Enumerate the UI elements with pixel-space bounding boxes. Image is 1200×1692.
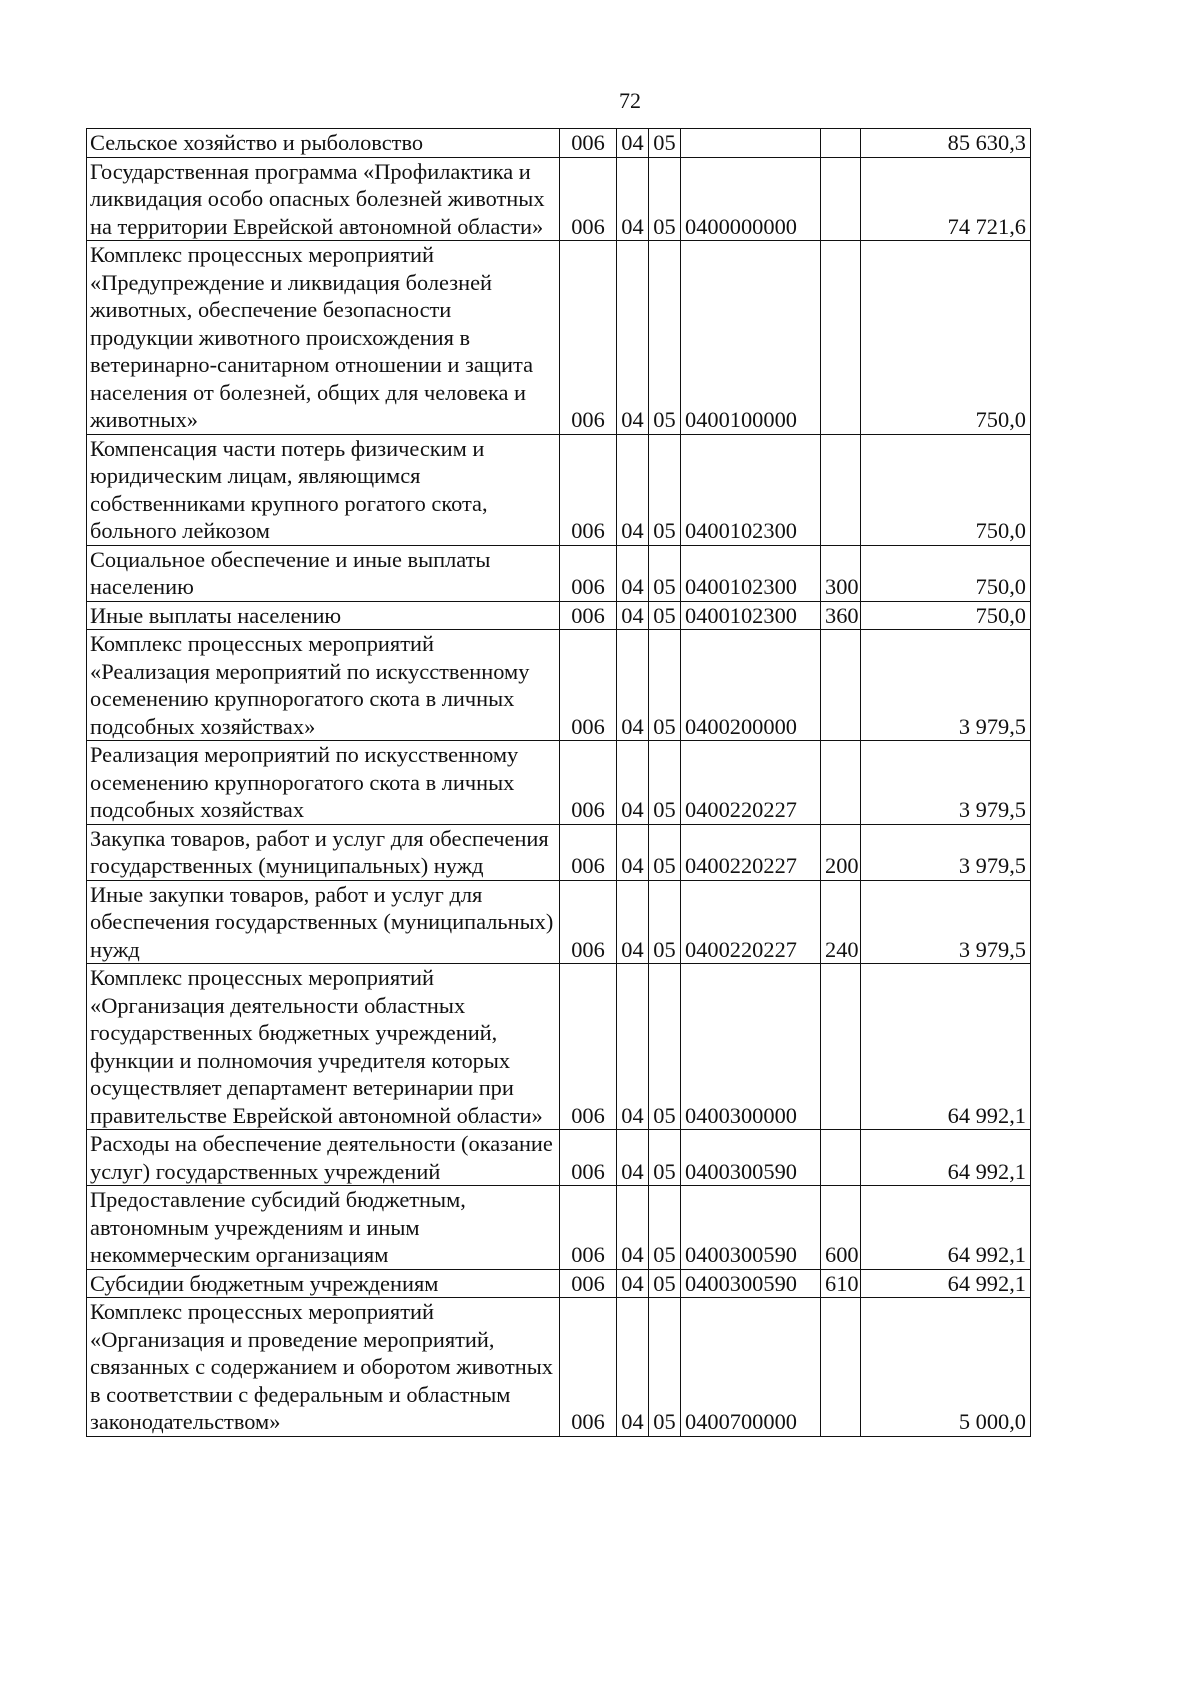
row-target-article: 0400102300 [681,601,821,630]
row-expense-type [821,741,861,825]
row-name: Комплекс процессных мероприятий «Организация и проведение мероприятий, связанных с содержанием и оборотом животных в соответствии с федеральным и областным законодательством» [87,1298,560,1437]
row-department-code: 006 [560,601,617,630]
row-section-code: 04 [617,434,649,545]
row-department-code: 006 [560,241,617,435]
row-section-code: 04 [617,1269,649,1298]
row-department-code: 006 [560,545,617,601]
table-row [87,434,1031,545]
row-subsection-code: 05 [649,434,681,545]
row-target-article: 0400200000 [681,630,821,741]
row-amount: 64 992,1 [861,964,1031,1130]
row-amount: 3 979,5 [861,741,1031,825]
row-section-code: 04 [617,741,649,825]
table-row [87,880,1031,964]
row-expense-type [821,241,861,435]
row-name: Субсидии бюджетным учреждениям [87,1269,560,1298]
row-name: Реализация мероприятий по искусственному осеменению крупнорогатого скота в личных подсобных хозяйствах [87,741,560,825]
row-target-article [681,129,821,158]
row-amount: 3 979,5 [861,824,1031,880]
row-subsection-code: 05 [649,741,681,825]
row-subsection-code: 05 [649,630,681,741]
row-expense-type [821,129,861,158]
row-section-code: 04 [617,601,649,630]
row-subsection-code: 05 [649,964,681,1130]
row-amount: 74 721,6 [861,157,1031,241]
row-subsection-code: 05 [649,545,681,601]
row-target-article: 0400220227 [681,741,821,825]
table-row [87,741,1031,825]
row-name: Иные закупки товаров, работ и услуг для обеспечения государственных (муниципальных) нужд [87,880,560,964]
row-department-code: 006 [560,630,617,741]
row-amount: 85 630,3 [861,129,1031,158]
table-row [87,1186,1031,1270]
row-department-code: 006 [560,434,617,545]
row-subsection-code: 05 [649,157,681,241]
row-expense-type [821,1130,861,1186]
row-name: Комплекс процессных мероприятий «Реализация мероприятий по искусственному осеменению крупнорогатого скота в личных подсобных хозяйствах» [87,630,560,741]
table-row [87,545,1031,601]
row-target-article: 0400102300 [681,545,821,601]
row-name: Сельское хозяйство и рыболовство [87,129,560,158]
row-name: Комплекс процессных мероприятий «Предупреждение и ликвидация болезней животных, обеспечение безопасности продукции животного происхождения в ветеринарно-санитарном отношении и защита населения от болезней, общих для человека и животных» [87,241,560,435]
row-department-code: 006 [560,157,617,241]
row-amount: 750,0 [861,601,1031,630]
row-amount: 750,0 [861,241,1031,435]
page-number: 72 [619,88,641,113]
row-department-code: 006 [560,1298,617,1437]
row-expense-type: 240 [821,880,861,964]
row-section-code: 04 [617,964,649,1130]
row-expense-type: 610 [821,1269,861,1298]
row-subsection-code: 05 [649,880,681,964]
table-row [87,1298,1031,1437]
row-expense-type [821,434,861,545]
row-target-article: 0400000000 [681,157,821,241]
row-amount: 64 992,1 [861,1130,1031,1186]
row-expense-type [821,630,861,741]
row-amount: 3 979,5 [861,630,1031,741]
row-section-code: 04 [617,241,649,435]
row-expense-type: 200 [821,824,861,880]
row-department-code: 006 [560,129,617,158]
table-row [87,157,1031,241]
row-subsection-code: 05 [649,824,681,880]
row-target-article: 0400220227 [681,824,821,880]
row-target-article: 0400300590 [681,1130,821,1186]
row-subsection-code: 05 [649,129,681,158]
row-section-code: 04 [617,880,649,964]
row-name: Закупка товаров, работ и услуг для обеспечения государственных (муниципальных) нужд [87,824,560,880]
table-row [87,241,1031,435]
row-target-article: 0400300590 [681,1186,821,1270]
row-section-code: 04 [617,129,649,158]
row-section-code: 04 [617,545,649,601]
row-department-code: 006 [560,1130,617,1186]
row-expense-type: 600 [821,1186,861,1270]
row-section-code: 04 [617,824,649,880]
row-expense-type [821,964,861,1130]
table-row [87,1130,1031,1186]
row-amount: 3 979,5 [861,880,1031,964]
row-department-code: 006 [560,964,617,1130]
budget-table [86,128,1031,1437]
row-amount: 5 000,0 [861,1298,1031,1437]
row-subsection-code: 05 [649,601,681,630]
row-name: Комплекс процессных мероприятий «Организация деятельности областных государственных бюджетных учреждений, функции и полномочия учредителя которых осуществляет департамент ветеринарии при правительстве Еврейской автономной области» [87,964,560,1130]
row-department-code: 006 [560,880,617,964]
row-target-article: 0400300000 [681,964,821,1130]
row-expense-type [821,1298,861,1437]
row-section-code: 04 [617,630,649,741]
table-row [87,601,1031,630]
row-section-code: 04 [617,1130,649,1186]
row-department-code: 006 [560,1269,617,1298]
row-target-article: 0400220227 [681,880,821,964]
row-name: Иные выплаты населению [87,601,560,630]
row-subsection-code: 05 [649,1186,681,1270]
table-row [87,964,1031,1130]
table-row [87,630,1031,741]
row-amount: 750,0 [861,545,1031,601]
table-row [87,1269,1031,1298]
row-target-article: 0400100000 [681,241,821,435]
row-amount: 64 992,1 [861,1186,1031,1270]
row-expense-type [821,157,861,241]
row-amount: 750,0 [861,434,1031,545]
table-row [87,824,1031,880]
row-subsection-code: 05 [649,1130,681,1186]
row-section-code: 04 [617,1298,649,1437]
row-subsection-code: 05 [649,241,681,435]
row-target-article: 0400102300 [681,434,821,545]
row-name: Государственная программа «Профилактика и ликвидация особо опасных болезней животных на территории Еврейской автономной области» [87,157,560,241]
table-row [87,129,1031,158]
row-department-code: 006 [560,824,617,880]
row-name: Социальное обеспечение и иные выплаты населению [87,545,560,601]
row-department-code: 006 [560,1186,617,1270]
row-name: Компенсация части потерь физическим и юридическим лицам, являющимся собственниками крупного рогатого скота, больного лейкозом [87,434,560,545]
row-amount: 64 992,1 [861,1269,1031,1298]
row-name: Предоставление субсидий бюджетным, автономным учреждениям и иным некоммерческим организациям [87,1186,560,1270]
row-subsection-code: 05 [649,1298,681,1437]
row-name: Расходы на обеспечение деятельности (оказание услуг) государственных учреждений [87,1130,560,1186]
row-section-code: 04 [617,157,649,241]
row-subsection-code: 05 [649,1269,681,1298]
row-target-article: 0400700000 [681,1298,821,1437]
row-target-article: 0400300590 [681,1269,821,1298]
row-section-code: 04 [617,1186,649,1270]
row-expense-type: 360 [821,601,861,630]
row-expense-type: 300 [821,545,861,601]
row-department-code: 006 [560,741,617,825]
